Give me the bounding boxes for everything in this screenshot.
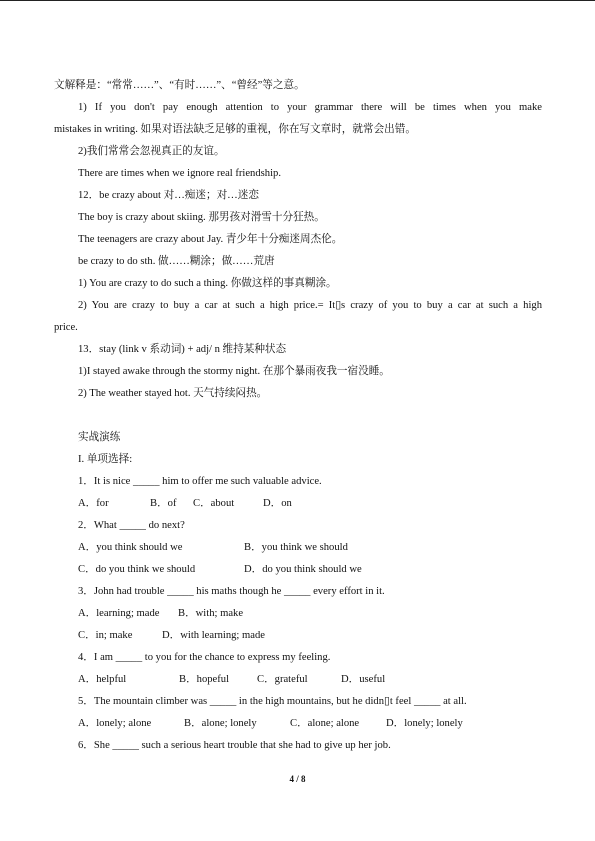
question-4-options xyxy=(78,673,385,687)
option-c: C．about xyxy=(193,498,235,509)
page-number: 4 / 8 xyxy=(289,774,306,784)
option-c: C．do you think we should xyxy=(78,564,196,575)
option-c: C．in; make xyxy=(78,630,133,641)
option-d: D．with learning; made xyxy=(162,630,265,641)
question-3-options xyxy=(78,629,265,643)
exercise-subtitle: I. 单项选择: xyxy=(78,454,133,465)
question-3: 3．John had trouble _____ his maths though he _____ every effort in it. xyxy=(78,586,385,597)
text-line: There are times when we ignore real friendship. xyxy=(78,168,281,179)
example-line: 2) The weather stayed hot. 天气持续闷热。 xyxy=(78,388,268,399)
question-2-options xyxy=(78,541,348,555)
text-line: mistakes in writing. 如果对语法缺乏足够的重视，你在写文章时，就常会出错。 xyxy=(54,124,416,135)
example-line: 2) You are crazy to buy a car at such a high price.= It▯s crazy of you to buy a car at such a high xyxy=(78,300,542,311)
option-b: B．you think we should xyxy=(244,542,348,553)
example-line: The boy is crazy about skiing. 那男孩对滑雪十分狂热。 xyxy=(78,212,325,223)
option-d: D．useful xyxy=(341,674,386,685)
question-3-options xyxy=(78,607,243,621)
option-d: D．on xyxy=(263,498,292,509)
text-line: price. xyxy=(54,322,78,333)
option-d: D．lonely; lonely xyxy=(386,718,463,729)
option-c: C．grateful xyxy=(257,674,308,685)
top-rule xyxy=(0,0,595,1)
option-a: A．helpful xyxy=(78,674,127,685)
option-b: B．with; make xyxy=(178,608,244,619)
question-1: 1．It is nice _____ him to offer me such valuable advice. xyxy=(78,476,322,487)
section-heading: 13．stay (link v 系动词) + adj/ n 维持某种状态 xyxy=(78,344,287,355)
option-b: B．alone; lonely xyxy=(184,718,257,729)
example-line: The teenagers are crazy about Jay. 青少年十分痴迷周杰伦。 xyxy=(78,234,343,245)
option-a: A．for xyxy=(78,498,109,509)
option-a: A．learning; made xyxy=(78,608,160,619)
question-5: 5．The mountain climber was _____ in the high mountains, but he didn▯t feel _____ at all. xyxy=(78,696,467,707)
option-b: B．hopeful xyxy=(179,674,230,685)
text-line: be crazy to do sth. 做……糊涂；做……荒唐 xyxy=(78,256,275,267)
question-6: 6．She _____ such a serious heart trouble that she had to give up her job. xyxy=(78,740,391,751)
option-c: C．alone; alone xyxy=(290,718,360,729)
question-2-options xyxy=(78,563,362,577)
question-2: 2．What _____ do next? xyxy=(78,520,185,531)
question-1-options xyxy=(78,497,292,511)
question-5-options xyxy=(78,717,463,731)
section-heading: 12．be crazy about 对…痴迷；对…迷恋 xyxy=(78,190,259,201)
text-line: 文解释是：“常常……”、“有时……”、“曾经”等之意。 xyxy=(54,80,305,91)
example-line: 1)I stayed awake through the stormy night. 在那个暴雨夜我一宿没睡。 xyxy=(78,366,390,377)
example-line: 1) You are crazy to do such a thing. 你做这样的事真糊涂。 xyxy=(78,278,337,289)
text-line: 2)我们常常会忽视真正的友谊。 xyxy=(78,146,225,157)
option-a: A．lonely; alone xyxy=(78,718,152,729)
question-4: 4．I am _____ to you for the chance to express my feeling. xyxy=(78,652,331,663)
exercise-title: 实战演练 xyxy=(78,432,121,443)
text-line: 1) If you don't pay enough attention to your grammar there will be times when you make xyxy=(78,102,542,113)
option-a: A．you think should we xyxy=(78,542,183,553)
option-d: D．do you think should we xyxy=(244,564,362,575)
option-b: B．of xyxy=(150,498,177,509)
